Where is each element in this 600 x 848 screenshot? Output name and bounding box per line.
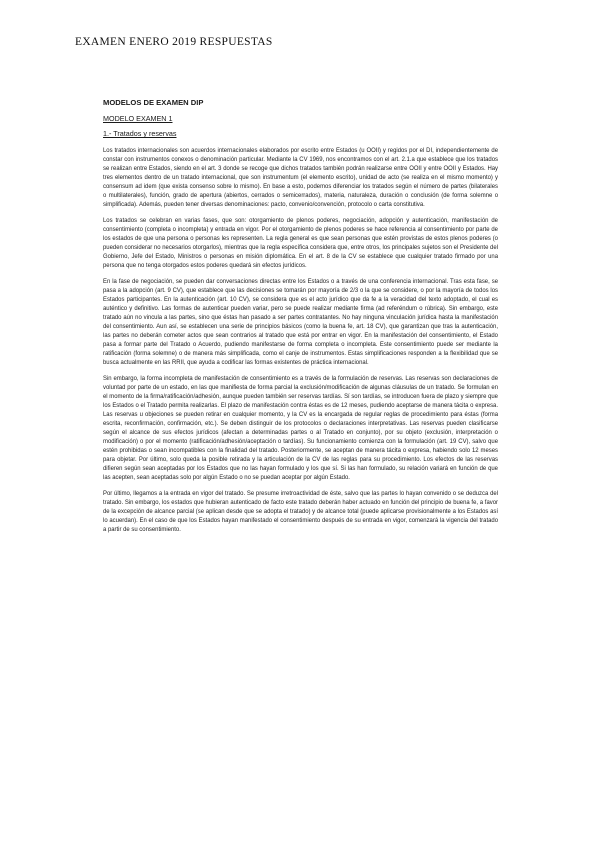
- paragraph: En la fase de negociación, se pueden dar conversaciones directas entre los Estados o a través de una conferencia internacional. Tras esta fase, se pasa a la adopción (art. 9 CV), que establece que las decisiones se tomarán por mayoría de 2/3 o la que se considere, o por la mayoría de todos los Estados participantes. En la autenticación (art. 10 CV), se considera que es el acto jurídico que da fe a la veracidad del texto adoptado, el cual es auténtico y definitivo. Las formas de autenticar pueden variar, pero se puede realizar mediante firma (ad referéndum o rúbrica). Sin embargo, este tratado aún no vincula a las partes, sino que éstas han pasado a ser partes contratantes. No hay ninguna vinculación jurídica hasta la manifestación del consentimiento. Aun así, se establecen una serie de principios básicos (como la buena fe, art. 18 CV), que garantizan que tras la autenticación, las partes no deberán cometer actos que sean contrarios al tratado que está por entrar en vigor. En la manifestación del consentimiento, el Estado pasa a formar parte del Tratado o Acuerdo, pudiendo manifestarse de forma completa o incompleta. Este consentimiento puede ser mediante la ratificación (forma solemne) o de manera más simplificada, como el canje de instrumentos. Estas simplificaciones responden a la flexibilidad que se busca actualmente en las RRII, que ayuda a codificar las formas existentes de práctica internacional.: [103, 279, 498, 366]
- subsection-title: MODELO EXAMEN 1: [103, 114, 173, 123]
- document-header: EXAMEN ENERO 2019 RESPUESTAS: [75, 36, 273, 48]
- paragraph: Los tratados se celebran en varias fases, que son: otorgamiento de plenos poderes, negociación, adopción y autenticación, manifestación de consentimiento (completa o incompleta) y entrada en vigor. Por el otorgamiento de plenos poderes se hace referencia al consentimiento por parte de los estados de que una persona o personas les representen. La regla general es que sean personas que estén provistas de estos plenos poderes (o pueden considerar no necesarios otorgarlos), mientras que la regla específica considera que, entre otros, los principales sujetos son el Presidente del Gobierno, Jefe del Estado, Ministros o personas en misión diplomática. En el art. 8 de la CV se establece que cualquier tratado firmado por una persona que no tenga otorgados estos poderes quedará sin efectos jurídicos.: [103, 218, 498, 269]
- paragraph: Los tratados internacionales son acuerdos internacionales elaborados por escrito entre Estados (u OOII) y regidos por el DI, independientemente de constar con instrumentos conexos o denominación particular. Mediante la CV 1969, nos encontramos con el art. 2.1.a que establece que los tratados se realizan entre Estados, siendo en el art. 3 donde se recoge que dichos tratados también podrán realizarse entre OOII y entre OOII y Estados. Hay tres elementos dentro de un tratado internacional, que son instrumentum (el elemento escrito), unidad de acto (se realiza en el mismo momento) y consensum ad idem (que exista consenso sobre lo mismo). En base a esto, podemos diferenciar los tratados según el número de partes (bilaterales o multilaterales), función, grado de apertura (abiertos, cerrados o semicerrados), materia, naturaleza, duración o conclusión (de forma solemne o simplificada). Además, pueden tener diversas denominaciones: pacto, convenio/convención, protocolo o carta constitutiva.: [103, 148, 498, 208]
- paragraph: Por último, llegamos a la entrada en vigor del tratado. Se presume irretroactividad de éste, salvo que las partes lo hayan convenido o se deduzca del tratado. Sin embargo, los estados que hubieran autenticado de facto este tratado deberán haber actuado en función del principio de buena fe, a favor de la excepción de alcance parcial (se aplican desde que se adopta el tratado) y de alcance total (puede aplicarse provisionalmente a los Estados así lo acuerdan). En el caso de que los Estados hayan manifestado el consentimiento después de su entrada en vigor, comenzará la vigencia del tratado a partir de su consentimiento.: [103, 491, 498, 533]
- paragraph: Sin embargo, la forma incompleta de manifestación de consentimiento es a través de la formulación de reservas. Las reservas son declaraciones de voluntad por parte de un estado, en las que manifiesta de forma parcial la exclusión/modificación de algunas cláusulas de un tratado. Se formulan en el momento de la firma/ratificación/adhesión, aunque pueden también ser reservas tardías. Sí son tardías, se introducen fuera de plazo y siempre que los Estados o el Tratado permita realizarlas. El plazo de manifestación contra éstas es de 12 meses, pudiendo aceptarse de manera tácita o expresa. Las reservas u objeciones se pueden retirar en cualquier momento, y la CV es la encargada de regular reglas de procedimiento para éstas (forma escrita, reconfirmación, confirmación, etc.). Se deben distinguir de los protocolos o declaraciones interpretativas. Las reservas pueden clasificarse según el alcance de sus efectos jurídicos (afectan a determinadas partes o al Tratado en conjunto), por su objeto (exclusión, interpretación o modificación) o por el momento (ratificación/adhesión/aceptación o tardías). Su funcionamiento comienza con la formulación (art. 19 CV), salvo que estén prohibidas o sean incompatibles con la finalidad del tratado. Posteriormente, se aceptan de manera tácita o expresa, habiendo solo 12 meses para objetar. Por último, solo queda la posible retirada y la articulación de la CV de las reglas para su procedimiento. Los efectos de las reservas difieren según sean aceptadas por los Estados que no las hayan formulado y los que sí. Si las han formulado, su relación variará en función de que las acepten, sean aceptadas solo por algún Estado o no se puedan aceptar por algún Estado.: [103, 376, 498, 481]
- topic-title: 1.- Tratados y reservas: [103, 129, 177, 138]
- document-body: [103, 98, 498, 542]
- section-title: MODELOS DE EXAMEN DIP: [103, 98, 204, 107]
